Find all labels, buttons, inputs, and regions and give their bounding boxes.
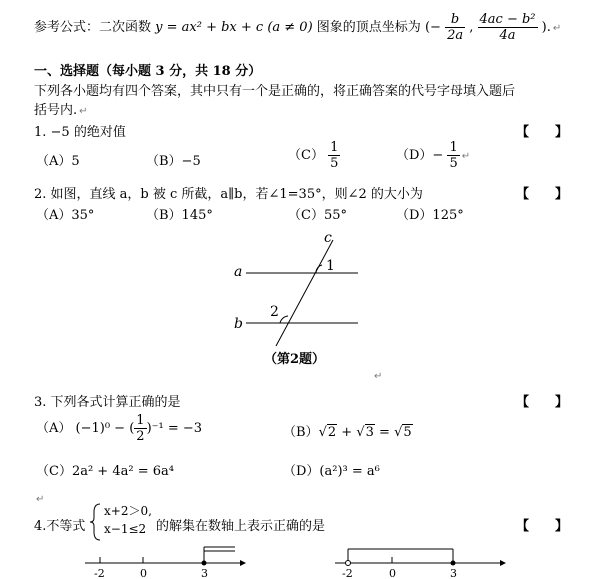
figure-caption: （第2题）	[264, 352, 326, 367]
q1-c-num: 1	[330, 140, 339, 155]
tick-label: 3	[201, 567, 208, 579]
q2-answer-bracket[interactable]: 【 】	[516, 187, 569, 202]
q1-c-den: 5	[330, 156, 339, 171]
label-c: c	[324, 230, 332, 246]
q3-b-radicand-1: 2	[327, 425, 337, 440]
frac2-den: 4a	[499, 28, 516, 43]
q1-option-c	[288, 140, 340, 171]
q3-option-b: （B）√2 + √3 = √5	[283, 425, 412, 440]
q3-answer-bracket[interactable]: 【 】	[516, 395, 569, 410]
line-c	[276, 240, 333, 346]
instructions-line-2: 括号内. ↵	[34, 103, 88, 118]
q1-option-b: （B）−5	[146, 154, 201, 169]
q2-stem: 2. 如图，直线 a，b 被 c 所截，a∥b，若∠1=35°，则∠2 的大小为	[34, 187, 423, 202]
tick-label: -2	[342, 567, 353, 579]
instructions-line-1: 下列各小题均有四个答案，其中只有一个是正确的，将正确答案的代号字母填入题后	[34, 84, 516, 99]
reference-formula: 参考公式：二次函数 y = ax² + bx + c (a ≠ 0) 图象的顶点坐标为 (− $\frac{b}{2a}$ , $\frac{\text{4ac − b²}}{4a}$ ). ↵	[34, 12, 562, 43]
angle-2-label: 2	[270, 304, 279, 320]
tick-label: 0	[140, 567, 147, 579]
q4-answer-bracket[interactable]: 【 】	[516, 519, 569, 534]
q3-b-label: （B）	[283, 425, 319, 440]
return-mark: ↵	[36, 494, 45, 505]
q3-b-radicand-2: 3	[365, 425, 374, 440]
q3-b-radicand-3: 5	[403, 425, 412, 440]
section-heading: 一、选择题（每小题 3 分，共 18 分）	[34, 64, 262, 79]
reference-prefix: 参考公式：二次函数	[34, 20, 152, 35]
angle-1-arc	[316, 265, 322, 273]
q2-option-c: （C）55°	[288, 208, 347, 223]
q1-stem: 1. −5 的绝对值	[34, 125, 126, 140]
q4-stem-post: 的解集在数轴上表示正确的是	[156, 519, 326, 534]
q1-d-num: 1	[449, 140, 458, 155]
return-mark: ↵	[374, 371, 383, 382]
q3-b-equals: =	[374, 425, 395, 440]
vertex-close: ).	[541, 20, 551, 35]
vertex-fraction-2	[478, 12, 538, 43]
vertex-comma: ,	[469, 20, 474, 35]
q3-a-label: （A）	[36, 421, 72, 436]
q2-option-b: （B）145°	[146, 208, 213, 223]
q1-d-den: 5	[449, 156, 458, 171]
q4-inequality-1: x+2＞0,	[104, 504, 152, 518]
reference-middle: 图象的顶点坐标为	[316, 20, 421, 35]
q1-d-label: （D）−	[396, 148, 444, 163]
q3-a-num: 1	[136, 413, 145, 428]
angle-2-arc	[280, 316, 288, 323]
q4-number-line-a	[80, 543, 250, 579]
label-b: b	[234, 316, 243, 332]
vertex-open: (−	[424, 20, 441, 35]
q1-answer-bracket[interactable]: 【 】	[516, 125, 569, 140]
tick-label: 0	[389, 567, 396, 579]
q3-a-expr-pre: (−1)⁰ − (	[75, 421, 135, 436]
q4-inequality-2: x−1≤2	[104, 522, 147, 536]
q2-figure	[228, 228, 378, 373]
reference-equation: y = ax² + bx + c (a ≠ 0)	[155, 20, 313, 35]
frac2-num: 4ac − b²	[479, 12, 536, 27]
q4-number-line-b	[330, 543, 510, 579]
q3-option-d: （D）(a²)³ = a⁶	[283, 464, 380, 479]
frac1-num: b	[445, 12, 465, 28]
tick-label: 3	[450, 567, 457, 579]
vertex-fraction-1	[445, 12, 465, 43]
frac1-den: 2a	[447, 28, 464, 43]
q3-option-a	[36, 413, 202, 444]
q3-a-den: 2	[136, 429, 145, 444]
q1-option-d: （D）− $\frac{1}{5}$ ↵	[396, 140, 471, 171]
system-brace	[88, 502, 102, 542]
angle-1-label: 1	[326, 258, 335, 274]
q3-a-expr-post: )⁻¹ = −3	[146, 421, 203, 436]
q3-option-c: （C）2a² + 4a² = 6a⁴	[36, 464, 174, 479]
q2-option-a: （A）35°	[36, 208, 95, 223]
q4-stem-pre: 4.不等式	[34, 519, 86, 534]
q2-option-d: （D）125°	[396, 208, 464, 223]
instructions-line-2-text: 括号内.	[34, 103, 78, 118]
q3-b-plus: +	[337, 425, 357, 440]
q1-option-a: （A）5	[36, 154, 80, 169]
tick-label: -2	[94, 567, 105, 579]
q3-stem: 3. 下列各式计算正确的是	[34, 395, 181, 410]
q1-c-label: （C）	[288, 148, 324, 163]
label-a: a	[234, 264, 243, 280]
